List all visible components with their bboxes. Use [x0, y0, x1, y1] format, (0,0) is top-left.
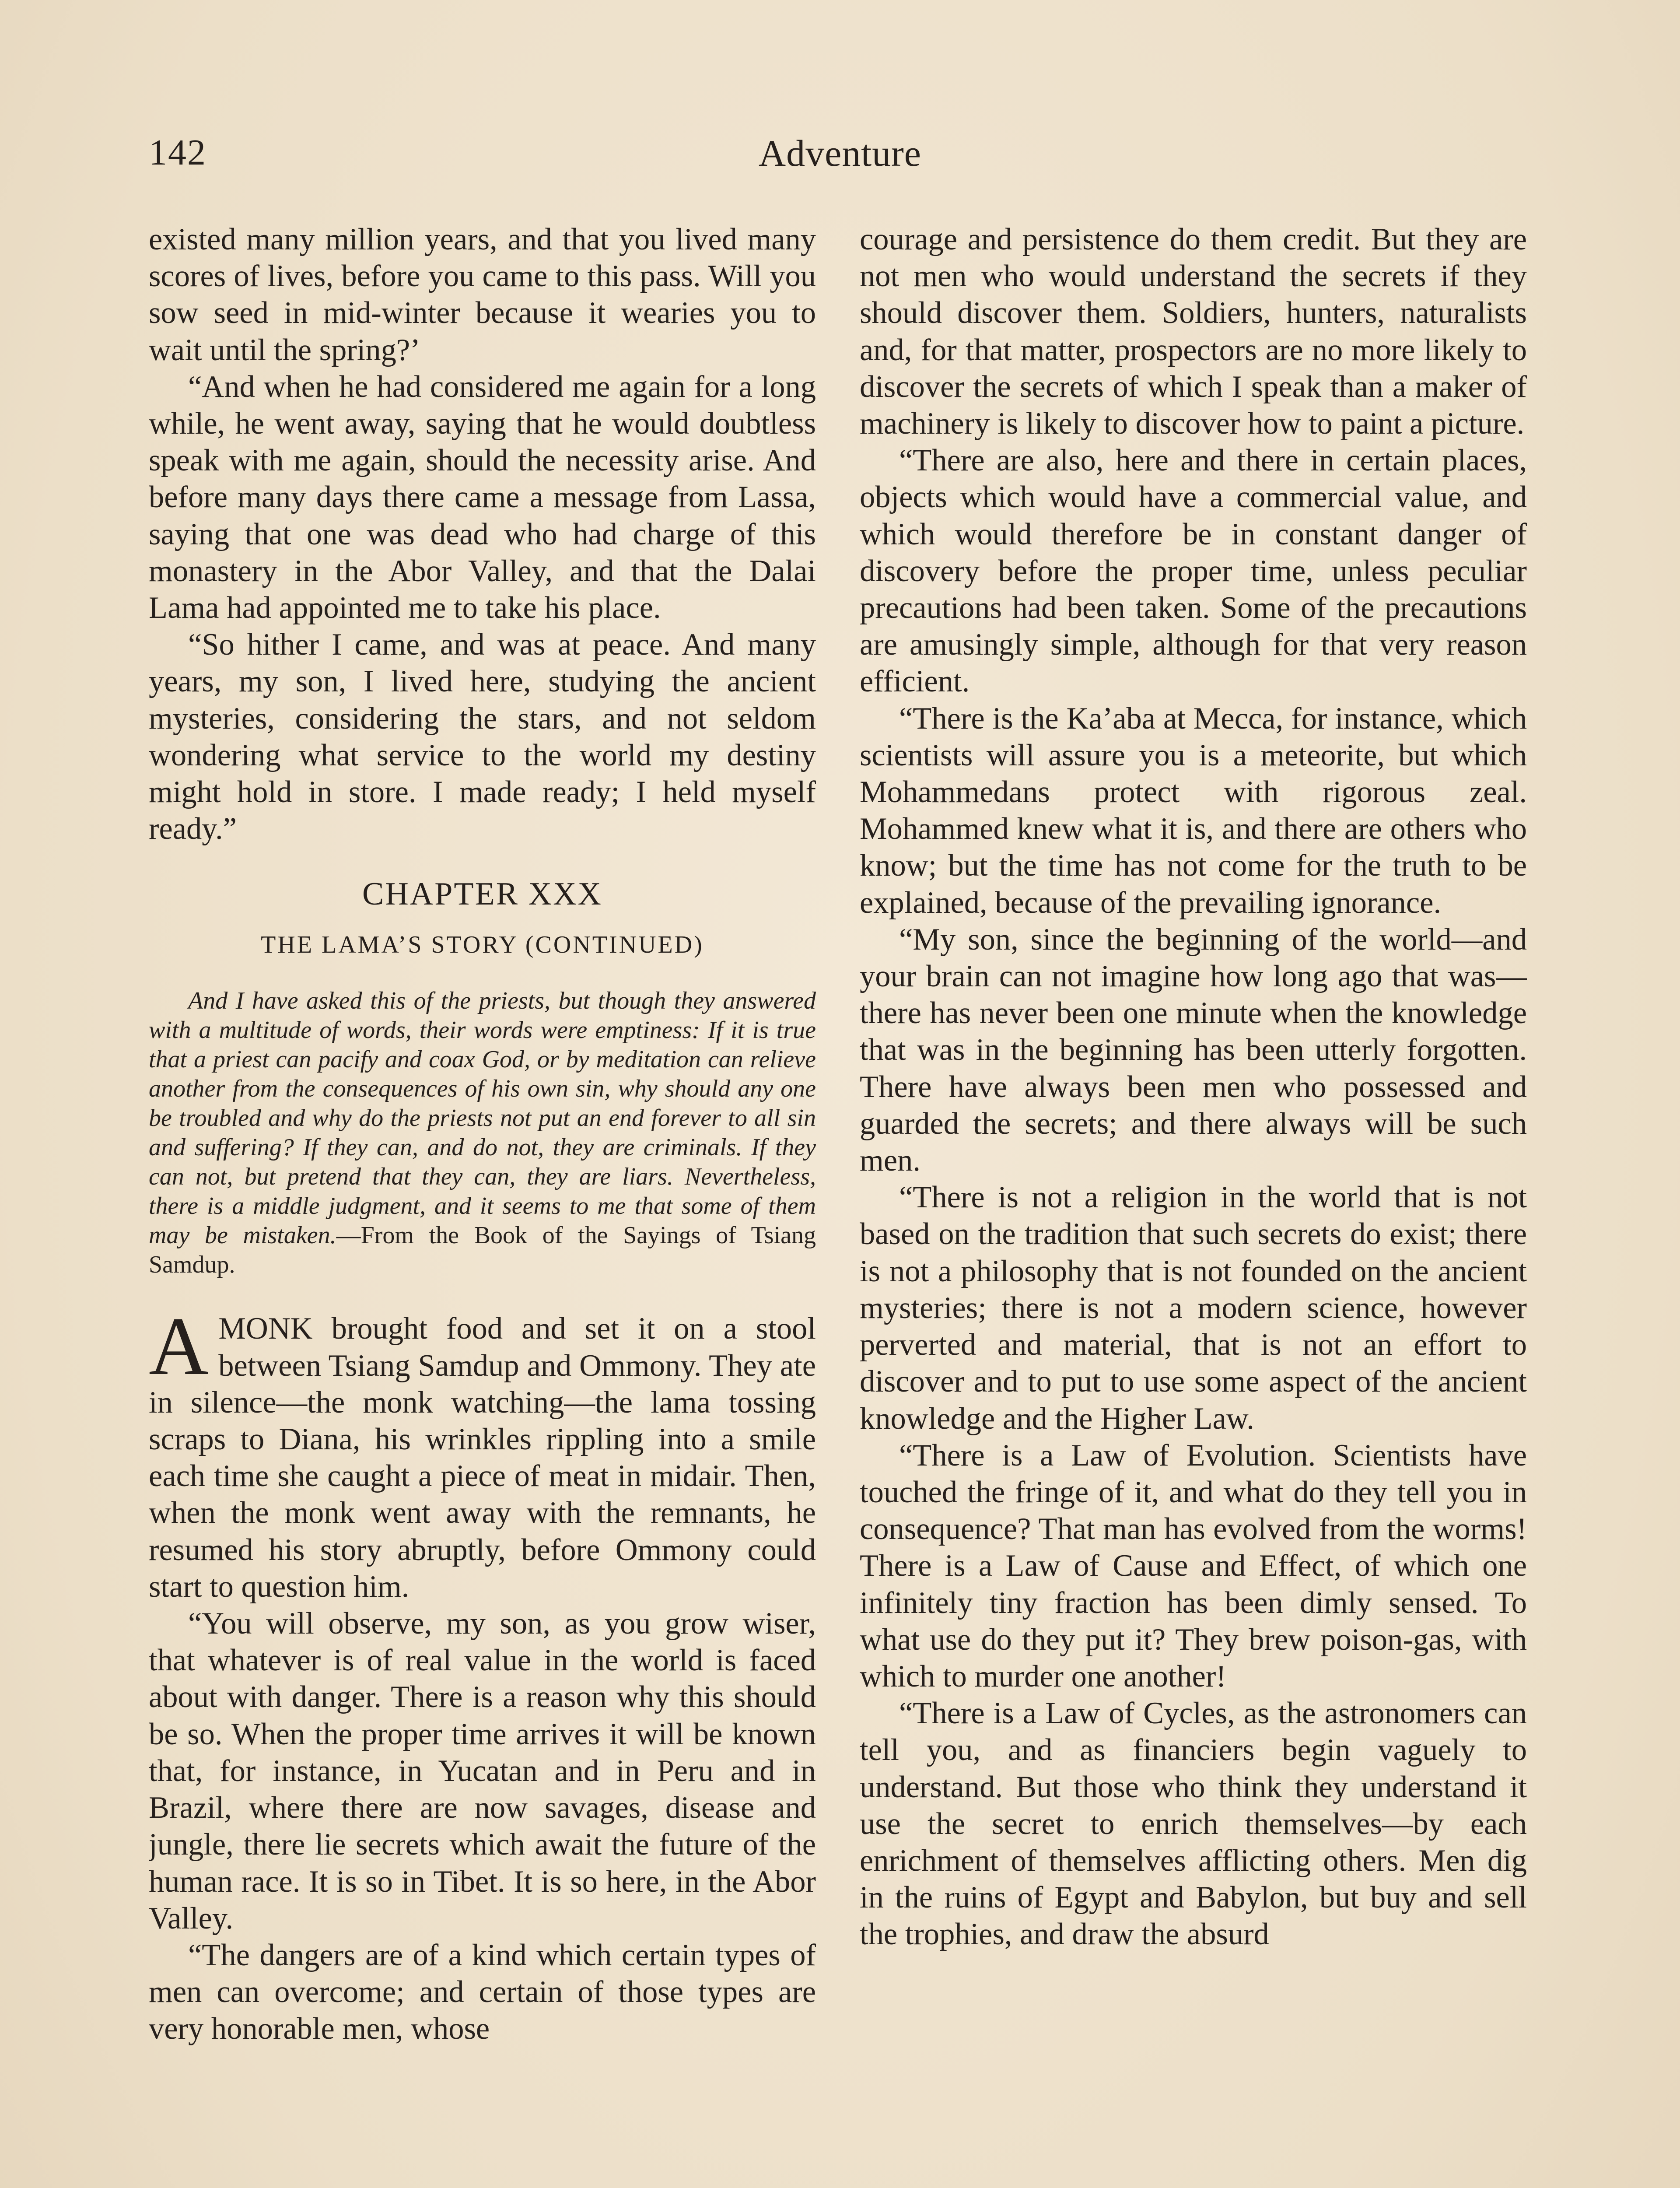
page-number: 142: [149, 132, 206, 173]
paragraph: “There is a Law of Evolution. Scientists have touched the fringe of it, and what do they tell you in consequence? That man has evolved from the worms! There is a Law of Cause and Effect, of which one infinitely tiny fraction has been dimly sensed. To what use do they put it? They brew poison-gas, with which to murder one another!: [860, 1438, 1527, 1694]
epigraph: [149, 986, 816, 1280]
paragraph: “You will observe, my son, as you grow wiser, that whatever is of real value in the world is faced about with danger. There is a reason why this should be so. When the proper time arrives it will be known that, for instance, in Yucatan and in Peru and in Brazil, where there are now savages, disease and jungle, there lie secrets which await the future of the human race. It is so in Tibet. It is so here, in the Abor Valley.: [149, 1606, 816, 1936]
paragraph: “There are also, here and there in certain places, objects which would have a commercial value, and which would therefore be in constant danger of discovery before the proper time, unless peculiar precautions had been taken. Some of the precautions are amusingly simple, although for that very reason efficient.: [860, 443, 1527, 699]
epigraph-text: And I have asked this of the priests, but though they answered with a multitude of words, their words were emptiness: If it is true that a priest can pacify and coax God, or by meditation can relieve another from the consequences of his own sin, why should any one be troubled and why do the priests not put an end forever to all sin and suffering? If they can, and do not, they are criminals. If they can not, but pretend that they can, they are liars. Nevertheless, there is a middle judgment, and it seems to me that some of them may be mistaken.: [149, 987, 816, 1249]
paragraph: “So hither I came, and was at peace. And many years, my son, I lived here, studying the ancient mysteries, considering the stars, and not seldom wondering what service to the world my destiny might hold in store. I made ready; I held myself ready.”: [149, 628, 816, 846]
opening-paragraph-text: MONK brought food and set it on a stool between Tsiang Samdup and Ommony. They ate in silence—the monk watching—the lama tossing scraps to Diana, his wrinkles rippling into a smile each time she caught a piece of meat in midair. Then, when the monk went away with the remnants, he resumed his story abruptly, before Ommony could start to question him.: [149, 1311, 816, 1604]
paragraph: “The dangers are of a kind which certain types of men can overcome; and certain of those types are very honorable men, whose: [149, 1938, 816, 2046]
chapter-title: CHAPTER XXX: [362, 876, 602, 912]
epigraph-source: —From the Book of the Sayings of Tsiang Samdup.: [149, 1222, 816, 1279]
paragraph: “There is the Ka’aba at Mecca, for instance, which scientists will assure you is a meteorite, but which Mohammedans protect with rigorous zeal. Mohammed knew what it is, and there are others who know; but the time has not come for the truth to be explained, because of the prevailing ignorance.: [860, 701, 1527, 920]
paragraph: existed many million years, and that you lived many scores of lives, before you came to this pass. Will you sow seed in mid-winter because it wearies you to wait until the spring?’: [149, 222, 816, 367]
paragraph: courage and persistence do them credit. But they are not men who would understand the secrets if they should discover them. Soldiers, hunters, naturalists and, for that matter, prospectors are no more likely to discover the secrets of which I speak than a maker of machinery is likely to discover how to paint a picture.: [860, 222, 1527, 441]
drop-cap: A: [149, 1301, 209, 1393]
paragraph: “There is not a religion in the world that is not based on the tradition that such secrets do exist; there is not a philosophy that is not founded on the ancient mysteries; there is not a modern science, however perverted and material, that is not an effort to discover and to put to use some aspect of the ancient knowledge and the Higher Law.: [860, 1180, 1527, 1436]
left-column: [149, 221, 816, 2188]
paragraph: “My son, since the beginning of the world—and your brain can not imagine how long ago that was—there has never been one minute when the knowledge that was in the beginning has been utterly forgotten. There have always been men who possessed and guarded the secrets; and there always will be such men.: [860, 922, 1527, 1178]
paragraph: “There is a Law of Cycles, as the astronomers can tell you, and as financiers begin vaguely to understand. But those who think they understand it use the secret to enrich themselves—by each enrichment of themselves afflicting others. Men dig in the ruins of Egypt and Babylon, but buy and sell the trophies, and draw the absurd: [860, 1696, 1527, 1952]
page-header: [149, 127, 1531, 188]
right-column: [860, 221, 1527, 2188]
running-head: Adventure: [759, 132, 921, 174]
paragraph: “And when he had considered me again for a long while, he went away, saying that he would doubtless speak with me again, should the necessity arise. And before many days there came a message from Lassa, saying that one was dead who had charge of this monastery in the Abor Valley, and that the Dalai Lama had appointed me to take his place.: [149, 369, 816, 625]
chapter-subtitle: THE LAMA’S STORY (CONTINUED): [261, 931, 704, 959]
opening-paragraph: [149, 1301, 816, 1605]
